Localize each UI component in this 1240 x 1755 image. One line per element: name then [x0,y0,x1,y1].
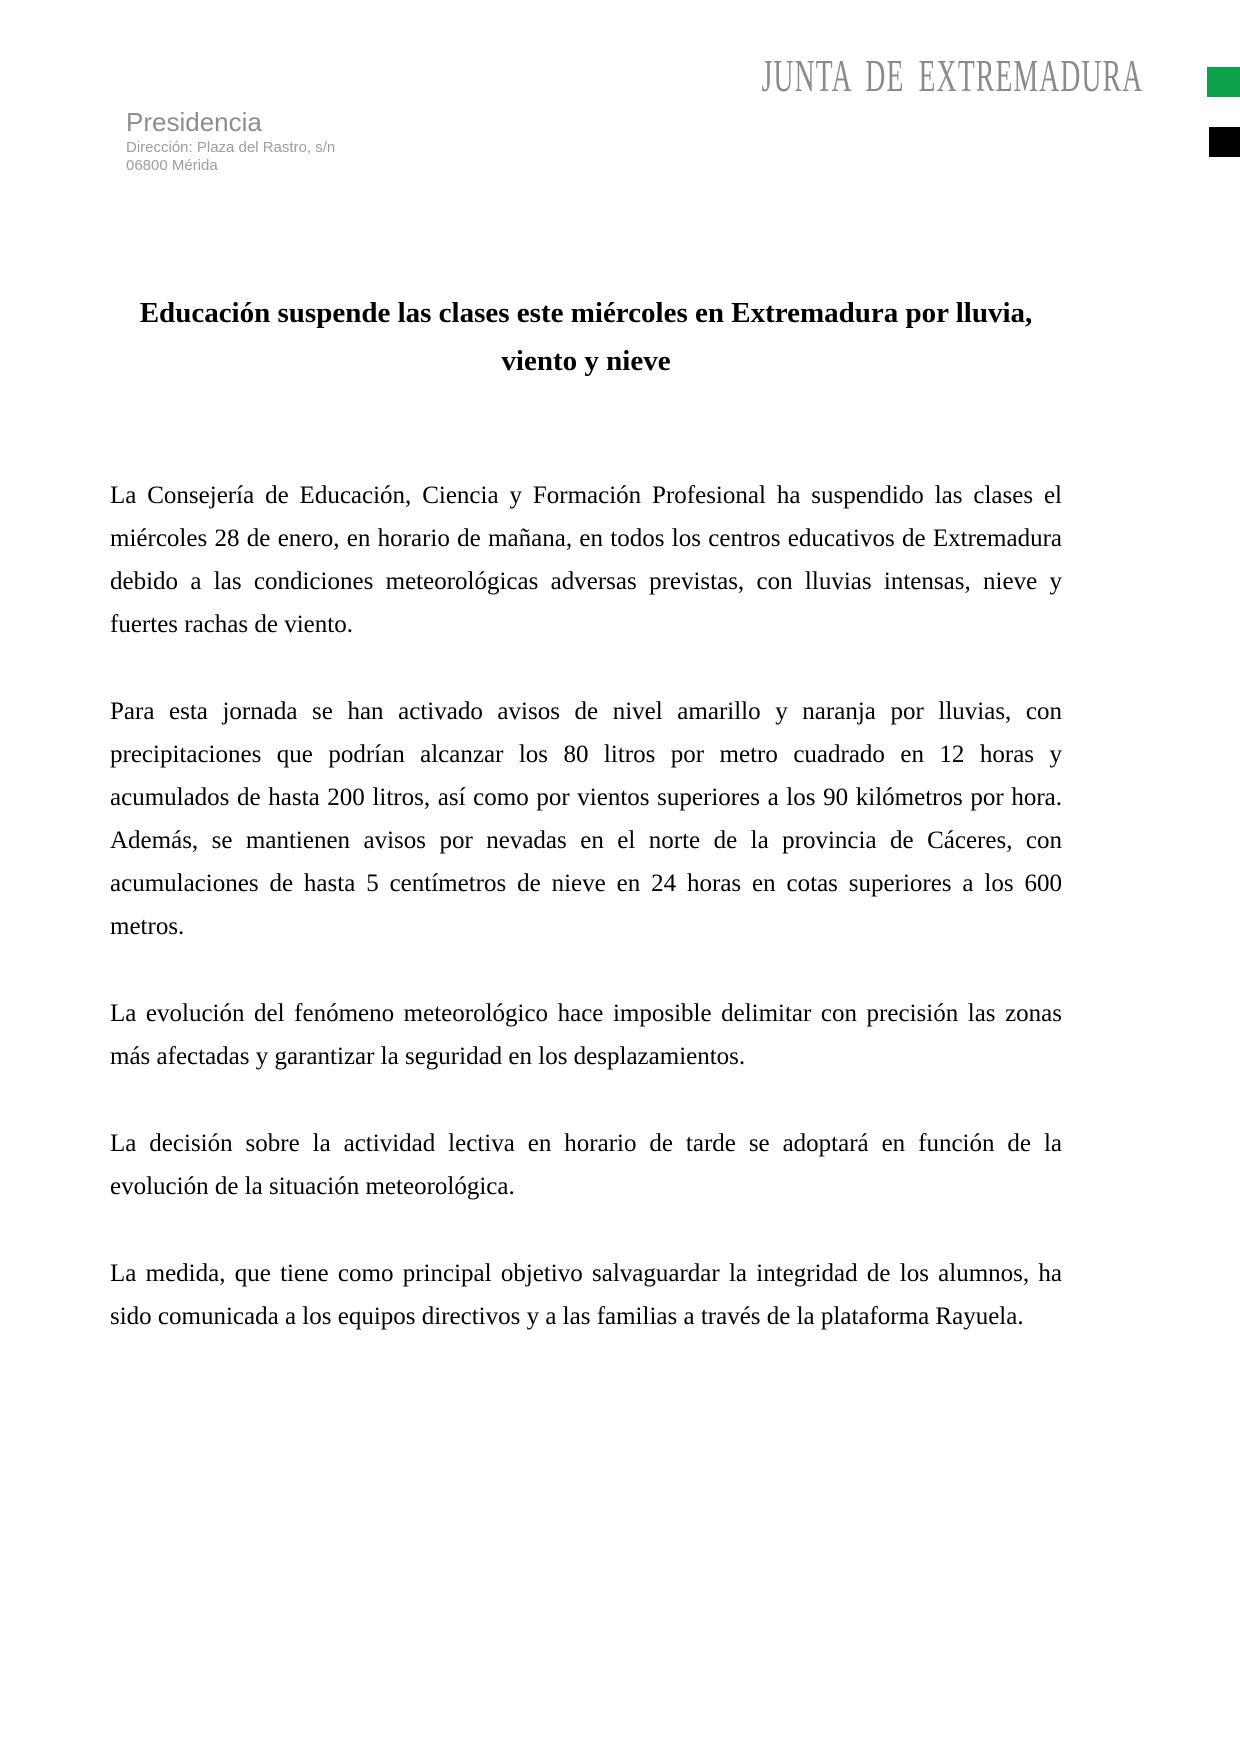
department-postal-city-line: 06800 Mérida [126,157,218,174]
department-address-line: Dirección: Plaza del Rastro, s/n [126,139,336,156]
body-paragraph-2: Para esta jornada se han activado avisos de nivel amarillo y naranja por lluvias, con precipitaciones que podrían alcanzar los 80 litros por metro cuadrado en 12 horas y acumulados de hasta 200 litros, así como por vientos superiores a los 90 kilómetros por hora. Además, se mantienen avisos por nevadas en el norte de la provincia de Cáceres, con acumulaciones de hasta 5 centímetros de nieve en 24 horas en cotas superiores a los 600 metros. [110,698,1062,940]
document-title-line-1: Educación suspende las clases este miércoles en Extremadura por lluvia, [139,297,1033,329]
letterhead-department-block [126,106,335,175]
black-square-decoration [1209,127,1240,157]
green-square-decoration [1207,67,1240,97]
document-title [110,289,1062,385]
body-paragraph-3: La evolución del fenómeno meteorológico hace imposible delimitar con precisión las zonas más afectadas y garantizar la seguridad en los desplazamientos. [110,1000,1062,1070]
junta-de-extremadura-logo: JUNTA DE EXTREMADURA [761,50,1143,101]
document-title-line-2: viento y nieve [501,345,671,377]
body-paragraph-5: La medida, que tiene como principal objetivo salvaguardar la integridad de los alumnos, ha sido comunicada a los equipos directivos y a las familias a través de la plataforma Rayuela. [110,1260,1062,1330]
department-name: Presidencia [126,107,262,137]
body-paragraph-1: La Consejería de Educación, Ciencia y Formación Profesional ha suspendido las clases el miércoles 28 de enero, en horario de mañana, en todos los centros educativos de Extremadura debido a las condiciones meteorológicas adversas previstas, con lluvias intensas, nieve y fuertes rachas de viento. [110,482,1062,638]
body-paragraph-4: La decisión sobre la actividad lectiva en horario de tarde se adoptará en función de la evolución de la situación meteorológica. [110,1130,1062,1200]
document-content [110,289,1062,1382]
